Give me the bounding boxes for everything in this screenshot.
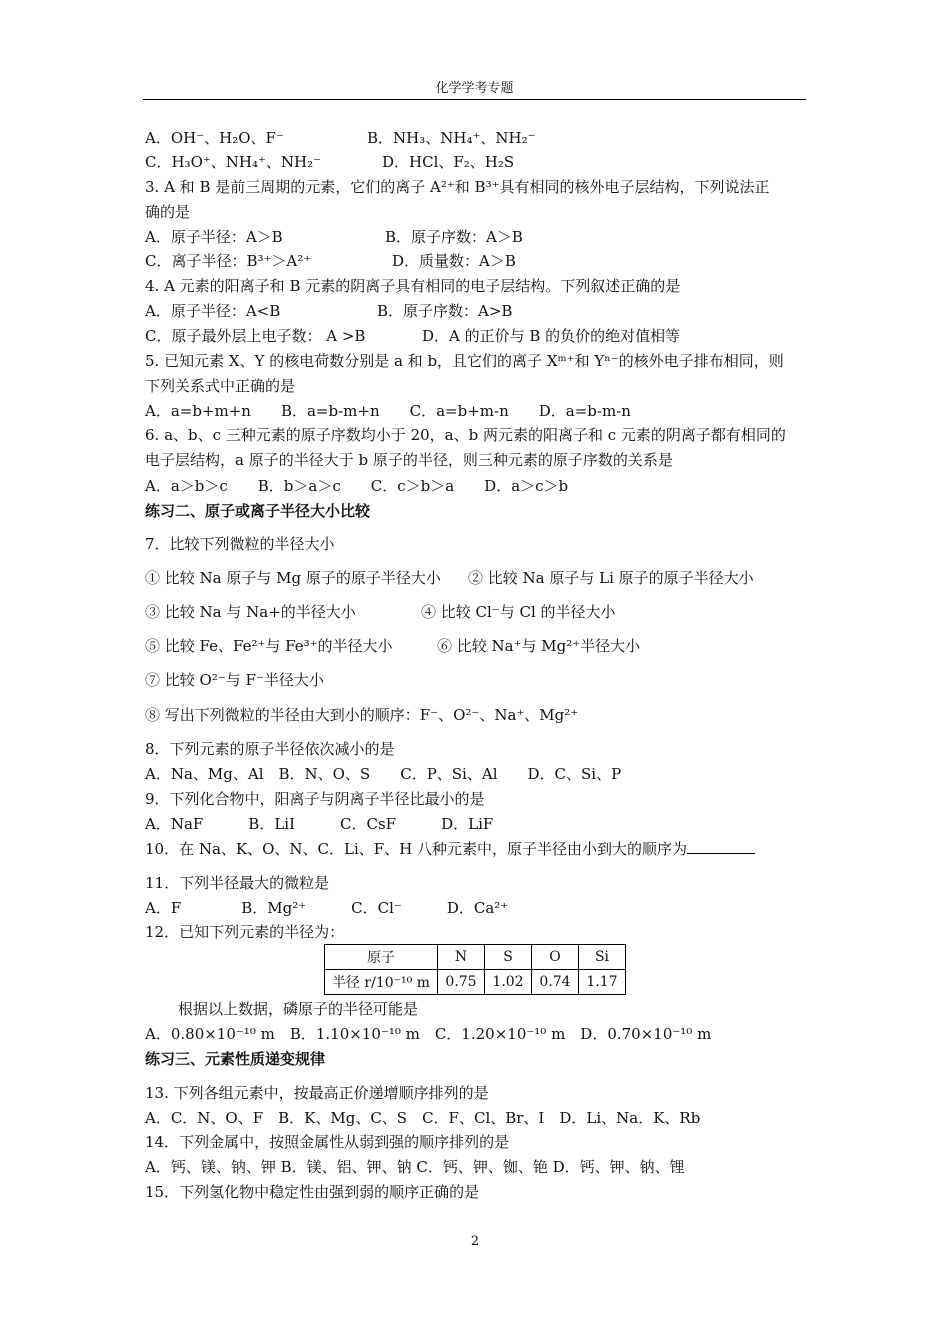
q7-item-8: ⑧ 写出下列微粒的半径由大到小的顺序：F⁻、O²⁻、Na⁺、Mg²⁺ bbox=[145, 706, 579, 724]
table-header-cell: Si bbox=[579, 945, 626, 970]
q7-stem: 7．比较下列微粒的半径大小 bbox=[145, 535, 335, 553]
table-header-cell: S bbox=[485, 945, 532, 970]
q13-options: A．C．N、O、F B．K、Mg、C、S C．F、Cl、Br、I D．Li、Na．K、Rb bbox=[145, 1109, 701, 1127]
q10-stem bbox=[145, 839, 755, 859]
q6-options: A．a＞b＞c B．b＞a＞c C．c＞b＞a D．a＞c＞b bbox=[145, 477, 569, 495]
q3-option-c: C．离子半径：B³⁺＞A²⁺ bbox=[145, 252, 312, 270]
q5-options: A．a=b+m+n B．a=b-m+n C．a=b+m-n D．a=b-m-n bbox=[145, 402, 631, 420]
table-cell: 0.74 bbox=[532, 970, 579, 995]
q3-option-d: D．质量数：A＞B bbox=[392, 252, 516, 270]
q4-option-a: A．原子半径：A<B bbox=[145, 302, 281, 320]
q2-option-c: C．H₃O⁺、NH₄⁺、NH₂⁻ bbox=[145, 153, 322, 171]
q12-stem: 12．已知下列元素的半径为： bbox=[145, 923, 345, 941]
q6-stem-line2: 电子层结构，a 原子的半径大于 b 原子的半径，则三种元素的原子序数的关系是 bbox=[145, 451, 673, 469]
q8-options: A．Na、Mg、Al B．N、O、S C．P、Si、Al D．C、Si、P bbox=[145, 765, 622, 783]
q10-stem-text: 10．在 Na、K、O、N、C．Li、F、H 八种元素中，原子半径由小到大的顺序为 bbox=[145, 840, 688, 858]
q12-options: A．0.80×10⁻¹⁰ m B．1.10×10⁻¹⁰ m C．1.20×10⁻¹⁰ m D．0.70×10⁻¹⁰ m bbox=[145, 1025, 712, 1043]
table-header-cell: O bbox=[532, 945, 579, 970]
table-cell: 1.02 bbox=[485, 970, 532, 995]
page-number: 2 bbox=[470, 1234, 480, 1249]
q7-item-3: ③ 比较 Na 与 Na+的半径大小 bbox=[145, 603, 356, 621]
table-header-row bbox=[325, 945, 626, 970]
table-header-cell: 原子 bbox=[325, 945, 438, 970]
q7-item-4: ④ 比较 Cl⁻与 Cl 的半径大小 bbox=[421, 603, 616, 621]
q4-option-d: D．A 的正价与 B 的负价的绝对值相等 bbox=[422, 327, 681, 345]
q6-stem-line1: 6. a、b、c 三种元素的原子序数均小于 20，a、b 两元素的阳离子和 c 元素的阴离子都有相同的 bbox=[145, 426, 786, 444]
table-header-cell: N bbox=[438, 945, 485, 970]
q8-stem: 8．下列元素的原子半径依次减小的是 bbox=[145, 740, 395, 758]
q2-option-a: A．OH⁻、H₂O、F⁻ bbox=[145, 129, 284, 147]
q12-followup: 根据以上数据，磷原子的半径可能是 bbox=[178, 1000, 419, 1018]
section-heading-3: 练习三、元素性质递变规律 bbox=[145, 1050, 326, 1068]
q3-stem-line1: 3. A 和 B 是前三周期的元素，它们的离子 A²⁺和 B³⁺具有相同的核外电子层结构，下列说法正 bbox=[145, 178, 770, 196]
q2-option-d: D．HCl、F₂、H₂S bbox=[382, 153, 515, 171]
q7-item-5: ⑤ 比较 Fe、Fe²⁺与 Fe³⁺的半径大小 bbox=[145, 637, 393, 655]
q3-stem-line2: 确的是 bbox=[145, 203, 191, 221]
table-cell: 0.75 bbox=[438, 970, 485, 995]
q14-options: A．钙、镁、钠、钾 B．镁、铝、钾、钠 C．钙、钾、铷、铯 D．钙、钾、钠、锂 bbox=[145, 1158, 685, 1176]
q4-stem: 4. A 元素的阳离子和 B 元素的阴离子具有相同的电子层结构。下列叙述正确的是 bbox=[145, 277, 681, 295]
table-cell: 1.17 bbox=[579, 970, 626, 995]
table-cell: 半径 r/10⁻¹⁰ m bbox=[325, 970, 438, 995]
q9-stem: 9．下列化合物中，阳离子与阴离子半径比最小的是 bbox=[145, 790, 485, 808]
table-row bbox=[325, 970, 626, 995]
q4-option-b: B．原子序数：A>B bbox=[377, 302, 513, 320]
q2-option-b: B．NH₃、NH₄⁺、NH₂⁻ bbox=[367, 129, 536, 147]
page-header: 化学学考专题 bbox=[435, 81, 514, 96]
q4-option-c: C．原子最外层上电子数： A >B bbox=[145, 327, 366, 345]
q15-stem: 15．下列氢化物中稳定性由强到弱的顺序正确的是 bbox=[145, 1183, 480, 1201]
q3-option-b: B．原子序数：A＞B bbox=[385, 228, 523, 246]
q14-stem: 14．下列金属中，按照金属性从弱到强的顺序排列的是 bbox=[145, 1133, 510, 1151]
answer-blank[interactable] bbox=[687, 839, 755, 854]
q9-options: A．NaF B．LiI C．CsF D．LiF bbox=[145, 815, 494, 833]
section-heading-2: 练习二、原子或离子半径大小比较 bbox=[145, 502, 371, 520]
header-rule bbox=[143, 99, 806, 100]
q13-stem: 13. 下列各组元素中，按最高正价递增顺序排列的是 bbox=[145, 1084, 489, 1102]
q7-item-7: ⑦ 比较 O²⁻与 F⁻半径大小 bbox=[145, 671, 324, 689]
radius-table bbox=[324, 944, 626, 995]
q7-item-6: ⑥ 比较 Na⁺与 Mg²⁺半径大小 bbox=[437, 637, 641, 655]
q7-item-1: ① 比较 Na 原子与 Mg 原子的原子半径大小 bbox=[145, 569, 441, 587]
q5-stem-line2: 下列关系式中正确的是 bbox=[145, 377, 296, 395]
q7-item-2: ② 比较 Na 原子与 Li 原子的原子半径大小 bbox=[468, 569, 754, 587]
q11-options: A．F B．Mg²⁺ C．Cl⁻ D．Ca²⁺ bbox=[145, 899, 509, 917]
q3-option-a: A．原子半径：A＞B bbox=[145, 228, 283, 246]
q5-stem-line1: 5. 已知元素 X、Y 的核电荷数分别是 a 和 b，且它们的离子 Xᵐ⁺和 Yⁿ⁻的核外电子排布相同，则 bbox=[145, 352, 784, 370]
q11-stem: 11．下列半径最大的微粒是 bbox=[145, 874, 330, 892]
